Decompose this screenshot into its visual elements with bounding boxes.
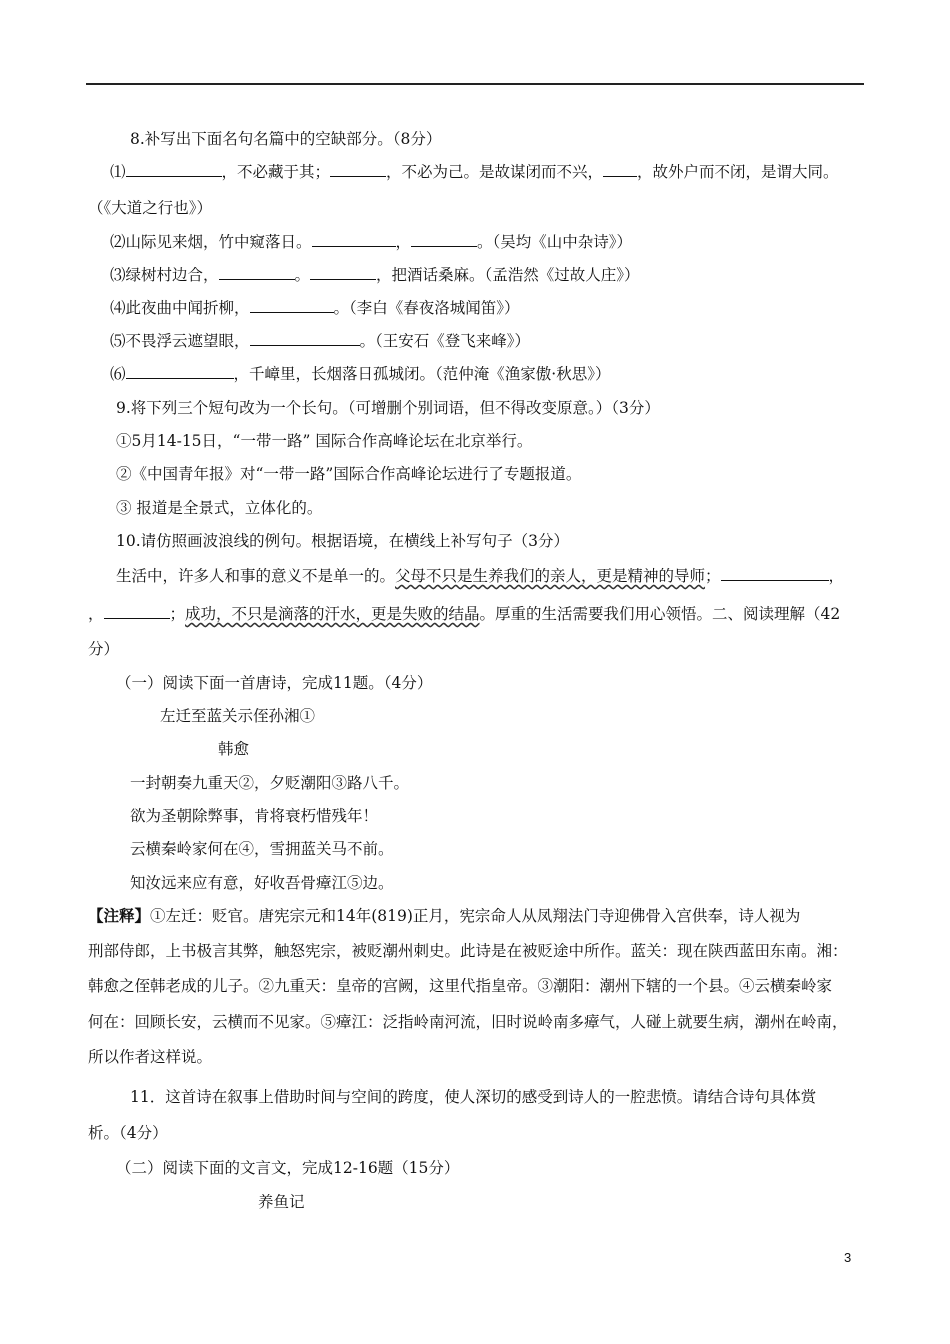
q10-text: 。厚重的生活需要我们用心领悟。二、阅读理解（42 xyxy=(479,605,841,623)
note-line-5: 所以作者这样说。 xyxy=(88,1048,213,1066)
answer-blank[interactable] xyxy=(126,364,234,379)
section1-title: （一）阅读下面一首唐诗，完成11题。（4分） xyxy=(116,674,433,692)
poem-author: 韩愈 xyxy=(218,740,250,758)
q10-wavy-example: 父母不只是生养我们的亲人，更是精神的导师 xyxy=(395,567,706,585)
answer-blank[interactable] xyxy=(411,232,477,247)
q8-l2-text-c: 。（吴均《山中杂诗》） xyxy=(477,233,633,251)
q8-line-5 xyxy=(110,331,530,351)
classical-text-title: 养鱼记 xyxy=(258,1193,305,1211)
note-text: ①左迁：贬官。唐宪宗元和14年(819)正月，宪宗命人从凤翔法门寺迎佛骨入宫供奉，诗人视为 xyxy=(150,907,801,925)
q10-text: ； xyxy=(169,605,186,623)
poem-line-4: 知汝远来应有意，好收吾骨瘴江⑤边。 xyxy=(130,874,394,892)
note-line-4: 何在：回顾长安，云横而不见家。⑤瘴江：泛指岭南河流，旧时说岭南多瘴气，人碰上就要生病，潮州在岭南， xyxy=(88,1013,848,1031)
answer-blank[interactable] xyxy=(250,331,360,346)
q8-l5-text-a: 不畏浮云遮望眼， xyxy=(125,332,250,350)
poem-line-2: 欲为圣朝除弊事，肯将衰朽惜残年！ xyxy=(130,807,379,825)
q8-l4-text-a: 此夜曲中闻折柳， xyxy=(125,299,250,317)
q8-l3-text-b: 。 xyxy=(294,266,311,284)
q8-l4-text-b: 。（李白《春夜洛城闻笛》） xyxy=(333,299,520,317)
answer-blank[interactable] xyxy=(104,604,170,619)
poem-line-3: 云横秦岭家何在④，雪拥蓝关马不前。 xyxy=(130,840,394,858)
header-rule xyxy=(86,83,864,85)
q8-line-4 xyxy=(110,298,520,318)
note-line-3: 韩愈之侄韩老成的儿子。②九重天：皇帝的宫阙，这里代指皇帝。③潮阳：潮州下辖的一个县。④云横秦岭家 xyxy=(88,977,833,995)
q8-l6-num: ⑹ xyxy=(110,365,126,383)
q10-wavy-example: 成功，不只是滴落的汗水，更是失败的结晶 xyxy=(185,605,480,623)
q10-title: 10.请仿照画波浪线的例句。根据语境，在横线上补写句子（3分） xyxy=(116,532,570,550)
q9-sentence-3: ③ 报道是全景式，立体化的。 xyxy=(116,499,323,517)
note-line-1 xyxy=(88,906,800,926)
q8-l2-text-b: ， xyxy=(395,233,412,251)
answer-blank[interactable] xyxy=(721,566,829,581)
q8-l5-text-b: 。（王安石《登飞来峰》） xyxy=(359,332,531,350)
answer-blank[interactable] xyxy=(312,232,396,247)
note-label: 【注释】 xyxy=(88,906,151,925)
page-number: 3 xyxy=(844,1250,852,1265)
answer-blank[interactable] xyxy=(330,162,386,177)
poem-line-1: 一封朝奏九重天②，夕贬潮阳③路八千。 xyxy=(130,774,410,792)
q8-l3-text-c: ，把酒话桑麻。（孟浩然《过故人庄》） xyxy=(376,266,640,284)
answer-blank[interactable] xyxy=(219,265,295,280)
q11-line-2: 析。（4分） xyxy=(88,1124,168,1142)
answer-blank[interactable] xyxy=(603,162,637,177)
answer-blank[interactable] xyxy=(126,162,222,177)
q9-title: 9.将下列三个短句改为一个长句。（可增删个别词语，但不得改变原意。）（3分） xyxy=(116,399,660,417)
q8-l1-num: ⑴ xyxy=(110,163,126,181)
q8-l1-text-a: ，不必藏于其； xyxy=(221,163,331,181)
q11-line-1: 11．这首诗在叙事上借助时间与空间的跨度，使人深切的感受到诗人的一腔悲愤。请结合诗句具体赏 xyxy=(130,1088,817,1106)
q8-l6-text-a: ，千嶂里，长烟落日孤城闭。（范仲淹《渔家傲·秋思》） xyxy=(233,365,611,383)
q8-line-1-source: （《大道之行也》） xyxy=(88,199,213,217)
q10-paragraph-line-3: 分） xyxy=(88,640,120,658)
q8-l3-num: ⑶ xyxy=(110,266,126,284)
q9-sentence-2: ②《中国青年报》对“一带一路”国际合作高峰论坛进行了专题报道。 xyxy=(116,465,582,483)
q8-line-2 xyxy=(110,232,632,252)
q8-l1-text-b: ，不必为己。是故谋闭而不兴， xyxy=(386,163,604,181)
poem-title: 左迁至蓝关示侄孙湘① xyxy=(160,707,316,725)
answer-blank[interactable] xyxy=(310,265,376,280)
q8-l4-num: ⑷ xyxy=(110,299,126,317)
q10-paragraph-line-2 xyxy=(88,604,840,624)
answer-blank[interactable] xyxy=(250,298,334,313)
note-line-2: 刑部侍郎，上书极言其弊，触怒宪宗，被贬潮州刺史。此诗是在被贬途中所作。蓝关：现在陕西蓝田东南。湘： xyxy=(88,942,848,960)
q10-text: 生活中，许多人和事的意义不是单一的。 xyxy=(116,567,396,585)
q8-l2-num: ⑵ xyxy=(110,233,126,251)
q10-text: ， xyxy=(88,605,104,623)
q8-line-1 xyxy=(110,162,839,182)
q10-text: ， xyxy=(828,567,845,585)
section2-title: （二）阅读下面的文言文，完成12-16题（15分） xyxy=(116,1159,460,1177)
q8-l1-text-c: ，故外户而不闭，是谓大同。 xyxy=(637,163,839,181)
q8-l2-text-a: 山际见来烟，竹中窥落日。 xyxy=(125,233,312,251)
q10-text: ； xyxy=(705,567,721,585)
q8-title: 8.补写出下面名句名篇中的空缺部分。（8分） xyxy=(130,130,442,148)
q9-sentence-1: ①5月14-15日，“一带一路” 国际合作高峰论坛在北京举行。 xyxy=(116,432,533,450)
q10-paragraph-line-1 xyxy=(116,566,844,586)
q8-line-6 xyxy=(110,364,610,384)
q8-line-3 xyxy=(110,265,640,285)
q8-l5-num: ⑸ xyxy=(110,332,126,350)
q8-l3-text-a: 绿树村边合， xyxy=(125,266,219,284)
